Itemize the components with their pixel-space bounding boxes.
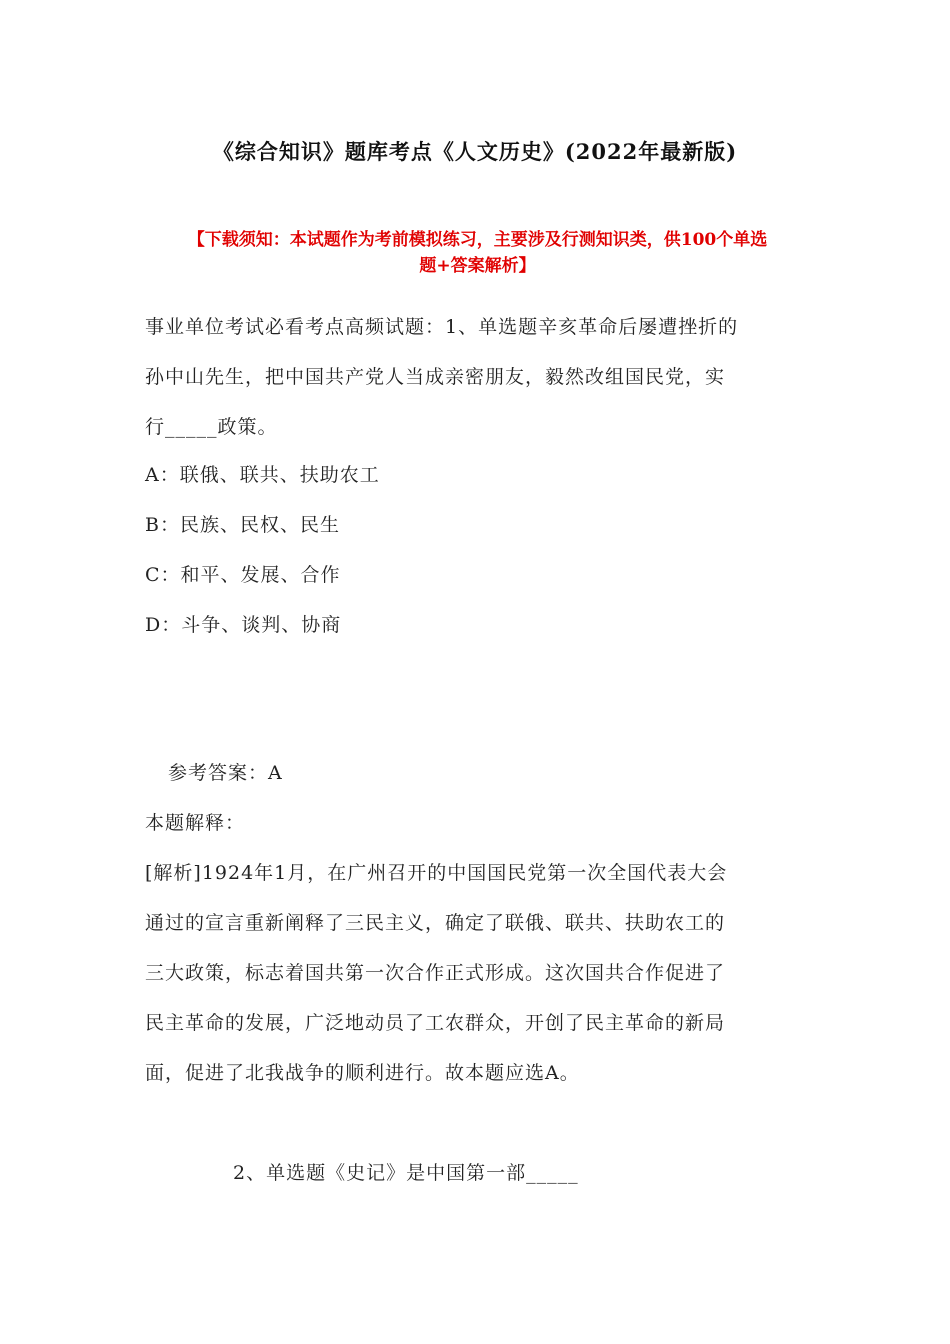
notice-line: 题+答案解析】 [419, 256, 536, 276]
explanation-line: 三大政策，标志着国共第一次合作正式形成。这次国共合作促进了 [145, 962, 726, 984]
explanation-line: 通过的宣言重新阐释了三民主义，确定了联俄、联共、扶助农工的 [145, 912, 726, 934]
notice-line: 【下载须知：本试题作为考前模拟练习，主要涉及行测知识类，供100个单选 [187, 230, 768, 250]
question-1-options [145, 450, 810, 650]
option-b: B：民族、民权、民生 [145, 514, 340, 536]
explanation-line: 民主革命的发展，广泛地动员了工农群众，开创了民主革命的新局 [145, 1012, 726, 1034]
question-1-stem [145, 302, 810, 452]
option-d: D：斗争、谈判、协商 [145, 614, 342, 636]
option-c: C：和平、发展、合作 [145, 564, 341, 586]
stem-line: 事业单位考试必看考点高频试题：1、单选题辛亥革命后屡遭挫折的 [145, 316, 739, 338]
explanation-line: [解析]1924年1月，在广州召开的中国国民党第一次全国代表大会 [145, 862, 728, 884]
document-title: 《综合知识》题库考点《人文历史》(2022年最新版) [212, 139, 738, 164]
stem-line: 行_____政策。 [145, 416, 278, 438]
stem-line: 孙中山先生，把中国共产党人当成亲密朋友，毅然改组国民党，实 [145, 366, 726, 388]
explanation-label: 本题解释： [145, 812, 246, 834]
download-notice [145, 227, 810, 279]
question-2-stem: 2、单选题《史记》是中国第一部_____ [233, 1162, 579, 1184]
explanation-text [145, 848, 810, 1098]
explanation-line: 面，促进了北我战争的顺利进行。故本题应选A。 [145, 1062, 580, 1084]
option-a: A：联俄、联共、扶助农工 [145, 464, 380, 486]
reference-answer: 参考答案：A [168, 762, 283, 784]
